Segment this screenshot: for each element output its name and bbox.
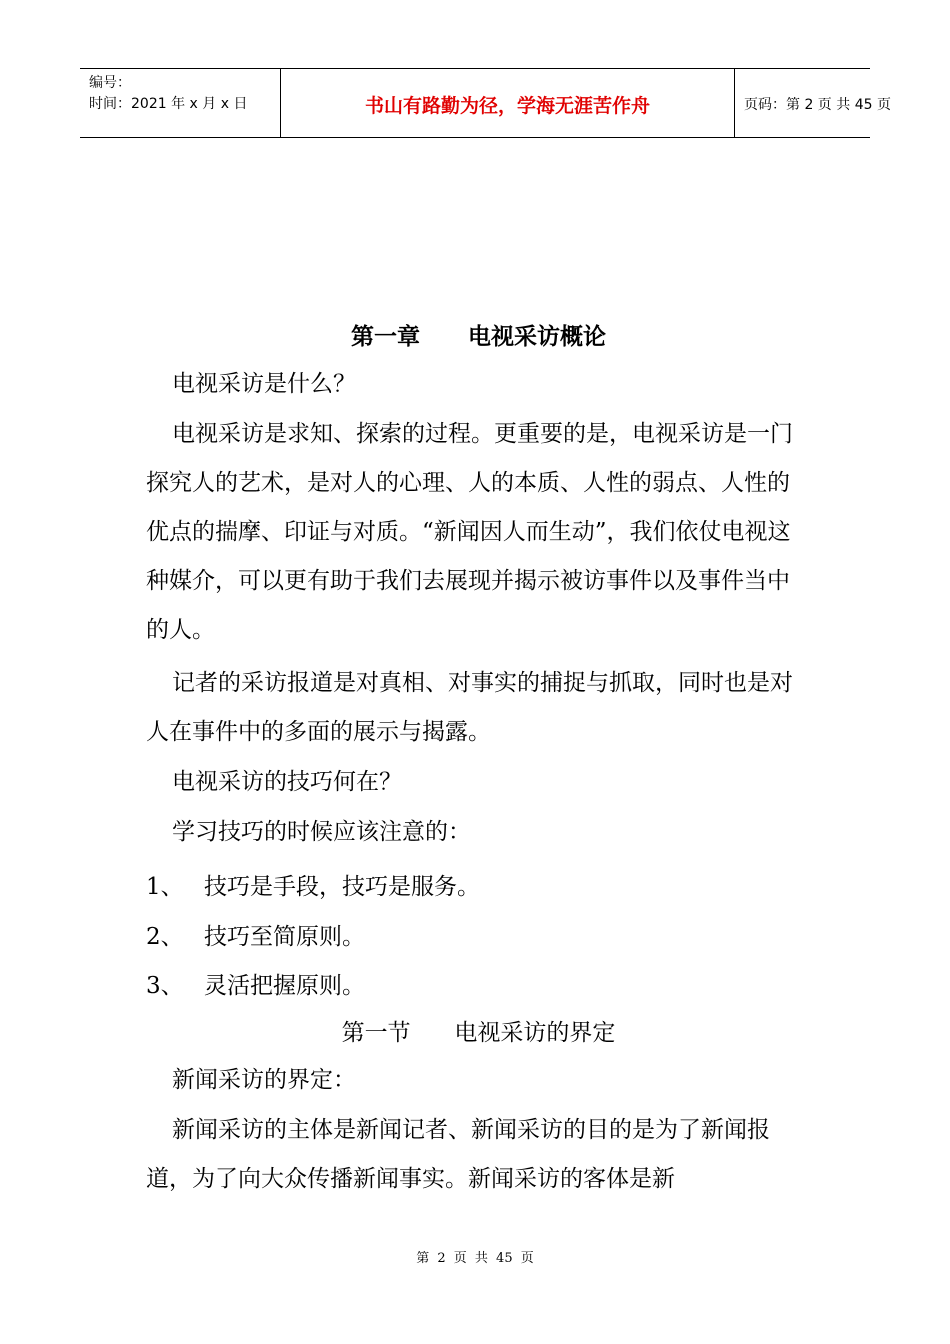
paragraph-learning: 学习技巧的时候应该注意的：: [172, 819, 471, 845]
list-number: 3、: [146, 973, 184, 999]
chapter-title: 第一章 电视采访概论: [350, 324, 607, 350]
list-number: 1、: [146, 874, 184, 900]
header-page-cell: [734, 69, 891, 137]
header-page-number: 页码：第 2 页 共 45 页: [744, 97, 891, 113]
list-text: 技巧至简原则。: [204, 924, 365, 950]
list-item: [146, 967, 365, 1000]
header-info-cell: [80, 69, 280, 137]
list-item: [146, 918, 365, 951]
section-title: 第一节 电视采访的界定: [341, 1020, 616, 1046]
paragraph-reporter: 记者的采访报道是对真相、对事实的捕捉与抓取，同时也是对人在事件中的多面的展示与揭露。: [146, 670, 793, 745]
list-text: 技巧是手段，技巧是服务。: [204, 874, 480, 900]
header-motto: 书山有路勤为径，学海无涯苦作舟: [364, 95, 650, 117]
paragraph-news-subject: 新闻采访的主体是新闻记者、新闻采访的目的是为了新闻报道，为了向大众传播新闻事实。新闻采访的客体是新: [146, 1117, 770, 1192]
document-time-label: 时间：2021 年 x 月 x 日: [89, 96, 248, 112]
page-footer: 第 2 页 共 45 页: [416, 1251, 534, 1266]
list-item: [146, 868, 480, 901]
paragraph-definition: 电视采访是求知、探索的过程。更重要的是，电视采访是一门探究人的艺术，是对人的心理、人的本质、人性的弱点、人性的优点的揣摩、印证与对质。“新闻因人而生动”，我们依仗电视这种媒介，可以更有助于我们去展现并揭示被访事件以及事件当中的人。: [146, 421, 793, 643]
list-text: 灵活把握原则。: [204, 973, 365, 999]
page-header: [80, 68, 891, 138]
paragraph-question-2: 电视采访的技巧何在？: [172, 769, 402, 795]
document-number-label: 编号：: [89, 75, 131, 91]
paragraph-news-definition: 新闻采访的界定：: [172, 1067, 356, 1093]
paragraph-question-1: 电视采访是什么？: [172, 371, 356, 397]
header-motto-cell: [280, 69, 735, 137]
list-number: 2、: [146, 924, 184, 950]
